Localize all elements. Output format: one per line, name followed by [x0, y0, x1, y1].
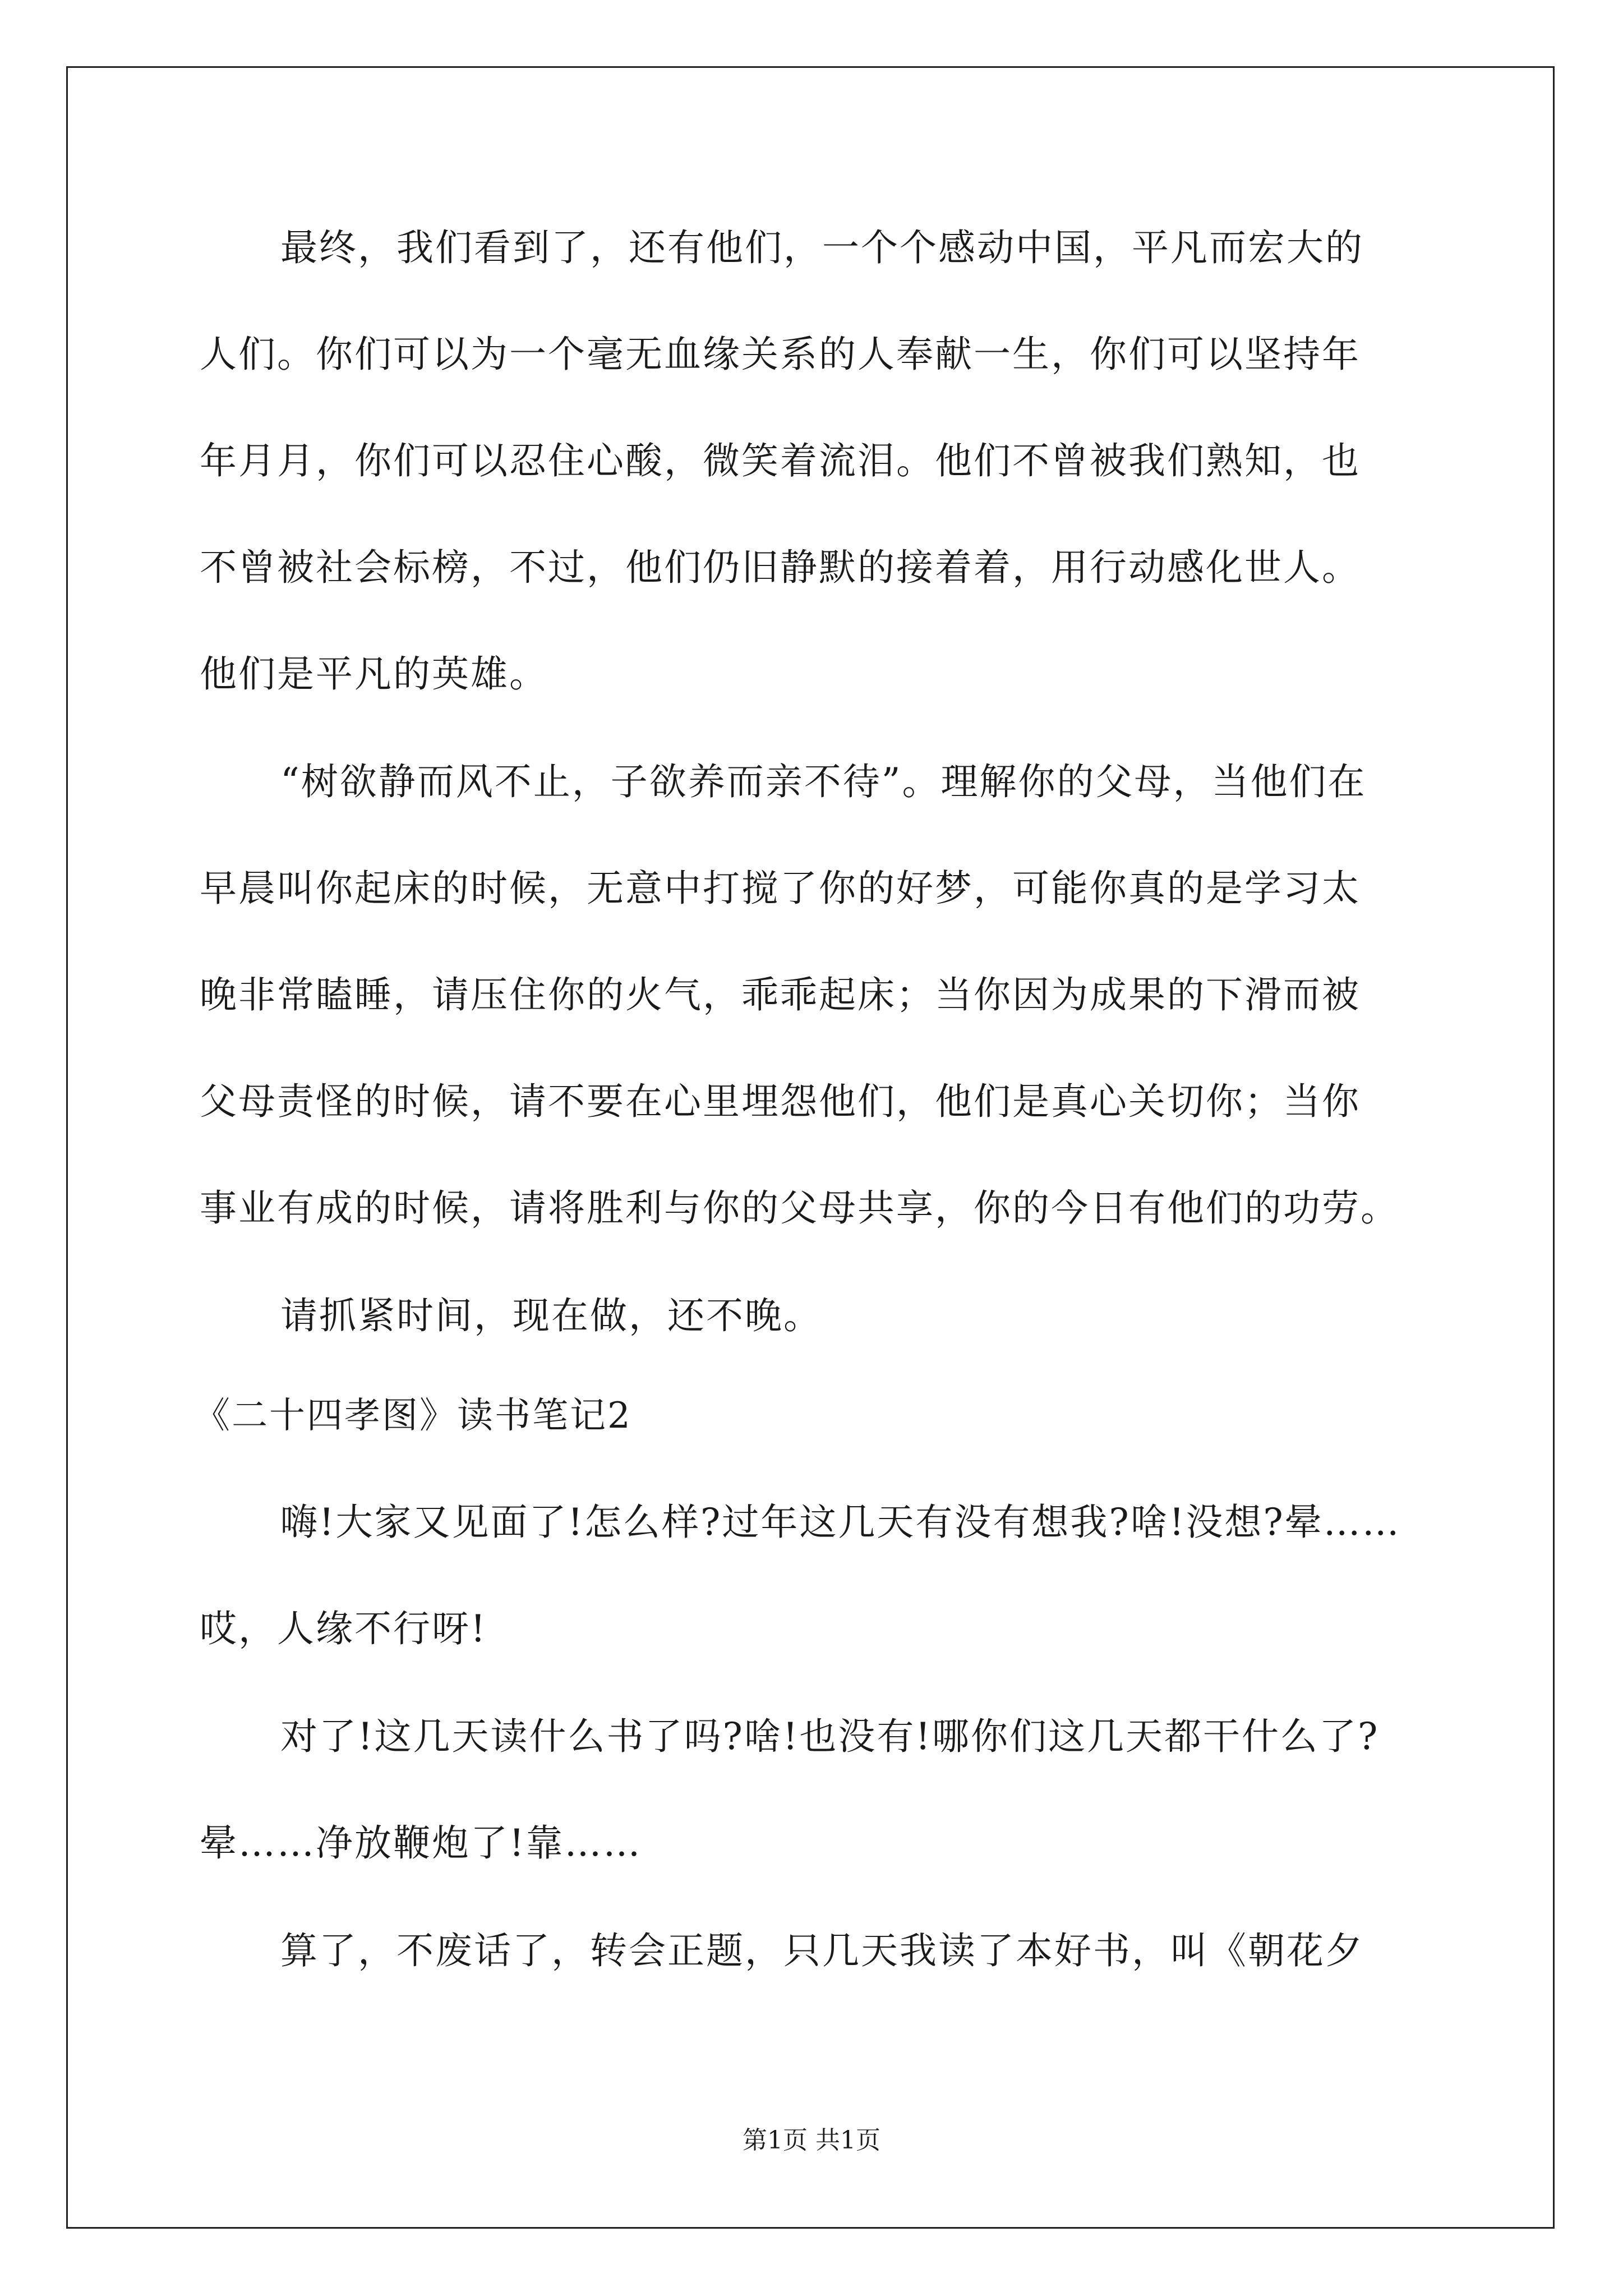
section-heading: 《二十四孝图》读书笔记2 — [194, 1395, 632, 1437]
paragraph-4-line-1: 嗨!大家又见面了!怎么样?过年这几天有没有想我?啥!没想?晕…… — [280, 1501, 1401, 1544]
paragraph-5-line-1: 对了!这几天读什么书了吗?啥!也没有!哪你们这几天都干什么了? — [280, 1715, 1380, 1758]
paragraph-1-line-3: 年月月，你们可以忍住心酸，微笑着流泪。他们不曾被我们熟知，也 — [200, 439, 1361, 482]
paragraph-2-line-1: “树欲静而风不止，子欲养而亲不待”。理解你的父母，当他们在 — [280, 760, 1367, 803]
paragraph-2-line-3: 晚非常瞌睡，请压住你的火气，乖乖起床；当你因为成果的下滑而被 — [200, 973, 1361, 1016]
page-number-footer: 第1页 共1页 — [743, 2126, 880, 2155]
paragraph-2-line-5: 事业有成的时候，请将胜利与你的父母共享，你的今日有他们的功劳。 — [200, 1186, 1399, 1230]
paragraph-1-line-5: 他们是平凡的英雄。 — [200, 652, 548, 696]
paragraph-1-line-4: 不曾被社会标榜，不过，他们仍旧静默的接着着，用行动感化世人。 — [200, 546, 1361, 589]
paragraph-1-line-1: 最终，我们看到了，还有他们，一个个感动中国，平凡而宏大的 — [280, 226, 1364, 269]
paragraph-3-line-1: 请抓紧时间，现在做，还不晚。 — [280, 1294, 822, 1337]
page-border — [66, 66, 1555, 2229]
paragraph-6-line-1: 算了，不废话了，转会正题，只几天我读了本好书，叫《朝花夕 — [280, 1929, 1364, 1972]
paragraph-2-line-4: 父母责怪的时候，请不要在心里埋怨他们，他们是真心关切你；当你 — [200, 1080, 1361, 1123]
paragraph-1-line-2: 人们。你们可以为一个毫无血缘关系的人奉献一生，你们可以坚持年 — [200, 333, 1361, 376]
paragraph-2-line-2: 早晨叫你起床的时候，无意中打搅了你的好梦，可能你真的是学习太 — [200, 867, 1361, 910]
paragraph-4-line-2: 哎，人缘不行呀! — [200, 1607, 487, 1650]
paragraph-5-line-2: 晕……净放鞭炮了!靠…… — [200, 1821, 642, 1865]
